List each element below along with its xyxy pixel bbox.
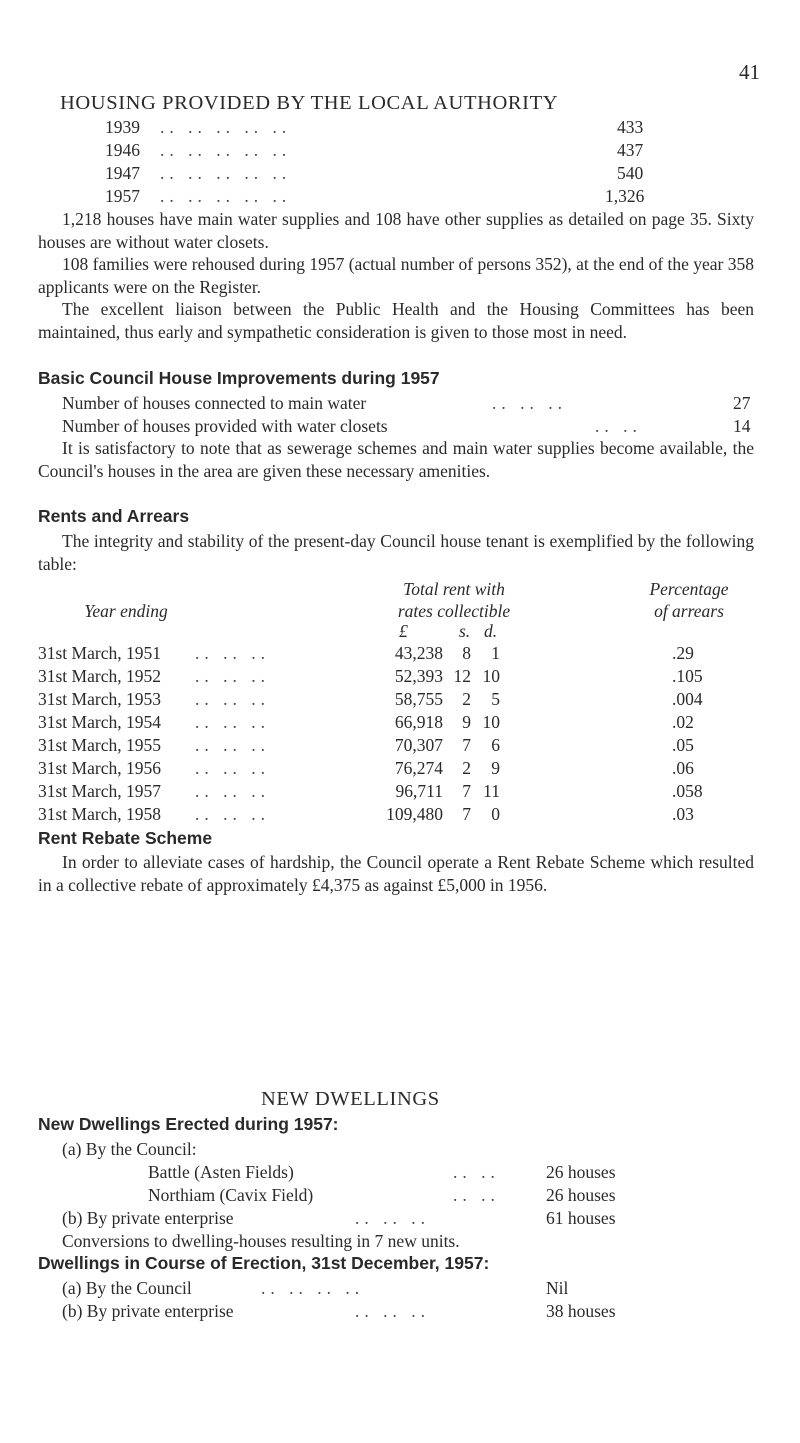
housing-value-1957: 1,326 [605, 186, 645, 206]
housing-paragraph-rehoused: 108 families were rehoused during 1957 (actual number of persons 352), at the end of the year 358 applicants were on the Register. [38, 254, 755, 297]
rent-row-year: 31st March, 1953 [38, 689, 161, 709]
improvement-value-water: 27 [733, 393, 751, 413]
rent-row-percentage: .02 [672, 712, 694, 732]
leader-dots: .. .. .. [492, 393, 567, 413]
housing-year-1947: 1947 [105, 163, 140, 183]
unit-shillings: s. [459, 621, 471, 641]
rent-row-year: 31st March, 1954 [38, 712, 161, 732]
rent-row-shillings: 12 [453, 666, 471, 686]
improvements-paragraph: It is satisfactory to note that as sewerage schemes and main water supplies become available, the Council's houses in the area are given these necessary amenities. [38, 438, 754, 481]
leader-dots: .. .. .. [195, 643, 270, 663]
housing-heading: HOUSING PROVIDED BY THE LOCAL AUTHORITY [60, 92, 559, 114]
housing-paragraph-liaison: The excellent liaison between the Public Health and the Housing Committees has been maintained, thus early and sympathetic consideration is given to those most in need. [38, 299, 754, 342]
housing-value-1947: 540 [617, 163, 644, 183]
housing-year-1957: 1957 [105, 186, 140, 206]
col-header-year: Year ending [84, 601, 168, 621]
leader-dots: .. .. .. [355, 1208, 430, 1228]
leader-dots: .. .. .. [195, 735, 270, 755]
unit-pence: d. [484, 621, 498, 641]
rebate-paragraph: In order to alleviate cases of hardship, the Council operate a Rent Rebate Scheme which resulted in a collective rebate of approximately £4,375 as against £5,000 in 1956. [38, 852, 754, 895]
rent-row-pounds: 43,238 [394, 643, 443, 663]
rent-row-year: 31st March, 1952 [38, 666, 161, 686]
conversions-line: Conversions to dwelling-houses resulting in 7 new units. [62, 1231, 460, 1251]
rent-row-pence: 10 [482, 712, 500, 732]
private-enterprise-value: 61 houses [546, 1208, 616, 1228]
leader-dots: .. .. .. [195, 666, 270, 686]
erected-council-label: (a) By the Council: [62, 1139, 197, 1159]
unit-pounds: £ [399, 621, 408, 641]
leader-dots: .. .. .. [195, 781, 270, 801]
rent-row-year: 31st March, 1957 [38, 781, 161, 801]
rent-row-pounds: 109,480 [386, 804, 443, 824]
rent-row-shillings: 2 [462, 758, 471, 778]
rent-row-pounds: 58,755 [394, 689, 443, 709]
erection-council-label: (a) By the Council [62, 1278, 192, 1298]
rent-row-percentage: .03 [672, 804, 694, 824]
rent-row-pounds: 66,918 [394, 712, 443, 732]
rent-row-percentage: .29 [672, 643, 694, 663]
erection-council-value: Nil [546, 1278, 569, 1298]
rent-row-percentage: .105 [672, 666, 703, 686]
housing-paragraph-supplies: 1,218 houses have main water supplies and 108 have other supplies as detailed on page 35. Sixty houses are without water closets. [38, 209, 754, 252]
rent-row-pence: 11 [483, 781, 500, 801]
rent-row-year: 31st March, 1956 [38, 758, 161, 778]
page-number: 41 [739, 60, 760, 84]
rent-row-pence: 1 [491, 643, 500, 663]
rent-row-pence: 10 [482, 666, 500, 686]
housing-year-1946: 1946 [105, 140, 140, 160]
housing-value-1946: 437 [617, 140, 644, 160]
housing-year-1939: 1939 [105, 117, 140, 137]
rent-row-shillings: 7 [462, 735, 471, 755]
leader-dots: .. .. .. .. .. [160, 117, 292, 137]
rent-row-percentage: .058 [672, 781, 703, 801]
rent-row-year: 31st March, 1958 [38, 804, 161, 824]
rent-row-shillings: 7 [462, 804, 471, 824]
council-item-battle-value: 26 houses [546, 1162, 616, 1182]
leader-dots: .. .. [453, 1162, 500, 1182]
private-enterprise-label: (b) By private enterprise [62, 1208, 234, 1228]
council-item-northiam-value: 26 houses [546, 1185, 616, 1205]
rent-row-pounds: 52,393 [394, 666, 443, 686]
rent-row-pounds: 70,307 [394, 735, 443, 755]
rents-heading: Rents and Arrears [38, 506, 190, 526]
rent-row-pence: 0 [491, 804, 500, 824]
rent-row-pence: 9 [491, 758, 500, 778]
leader-dots: .. .. [453, 1185, 500, 1205]
rent-row-percentage: .004 [672, 689, 703, 709]
rent-row-shillings: 2 [462, 689, 471, 709]
rent-row-shillings: 8 [462, 643, 471, 663]
improvement-value-closets: 14 [733, 416, 751, 436]
rent-row-percentage: .05 [672, 735, 694, 755]
improvement-label-water: Number of houses connected to main water [62, 393, 367, 413]
erection-private-label: (b) By private enterprise [62, 1301, 234, 1321]
leader-dots: .. .. .. [195, 712, 270, 732]
rent-row-shillings: 7 [462, 781, 471, 801]
leader-dots: .. .. .. [195, 758, 270, 778]
rent-row-pence: 5 [491, 689, 500, 709]
col-header-rent-2: rates collectible [397, 601, 511, 621]
housing-value-1939: 433 [617, 117, 644, 137]
leader-dots: .. .. .. .. .. [160, 163, 292, 183]
col-header-pct-2: of arrears [654, 601, 724, 621]
improvement-label-closets: Number of houses provided with water closets [62, 416, 388, 436]
rent-row-pounds: 76,274 [394, 758, 443, 778]
rent-row-pence: 6 [491, 735, 500, 755]
council-item-battle: Battle (Asten Fields) [148, 1162, 294, 1182]
rent-row-pounds: 96,711 [395, 781, 443, 801]
col-header-rent-1: Total rent with [403, 579, 505, 599]
rebate-heading: Rent Rebate Scheme [38, 828, 213, 848]
leader-dots: .. .. .. [195, 689, 270, 709]
rent-row-percentage: .06 [672, 758, 694, 778]
new-dwellings-heading: NEW DWELLINGS [261, 1088, 440, 1110]
erected-heading: New Dwellings Erected during 1957: [38, 1114, 339, 1134]
leader-dots: .. .. [595, 416, 642, 436]
leader-dots: .. .. .. [195, 804, 270, 824]
leader-dots: .. .. .. .. .. [160, 186, 292, 206]
improvements-heading: Basic Council House Improvements during 1957 [38, 368, 440, 388]
rent-row-year: 31st March, 1955 [38, 735, 161, 755]
col-header-pct-1: Percentage [649, 579, 729, 599]
erection-heading: Dwellings in Course of Erection, 31st December, 1957: [38, 1253, 490, 1273]
council-item-northiam: Northiam (Cavix Field) [148, 1185, 314, 1205]
leader-dots: .. .. .. [355, 1301, 430, 1321]
leader-dots: .. .. .. .. .. [160, 140, 292, 160]
erection-private-value: 38 houses [546, 1301, 616, 1321]
leader-dots: .. .. .. .. [261, 1278, 365, 1298]
rent-row-shillings: 9 [462, 712, 471, 732]
rents-intro: The integrity and stability of the present-day Council house tenant is exemplified by the following table: [38, 531, 754, 574]
rent-row-year: 31st March, 1951 [38, 643, 161, 663]
